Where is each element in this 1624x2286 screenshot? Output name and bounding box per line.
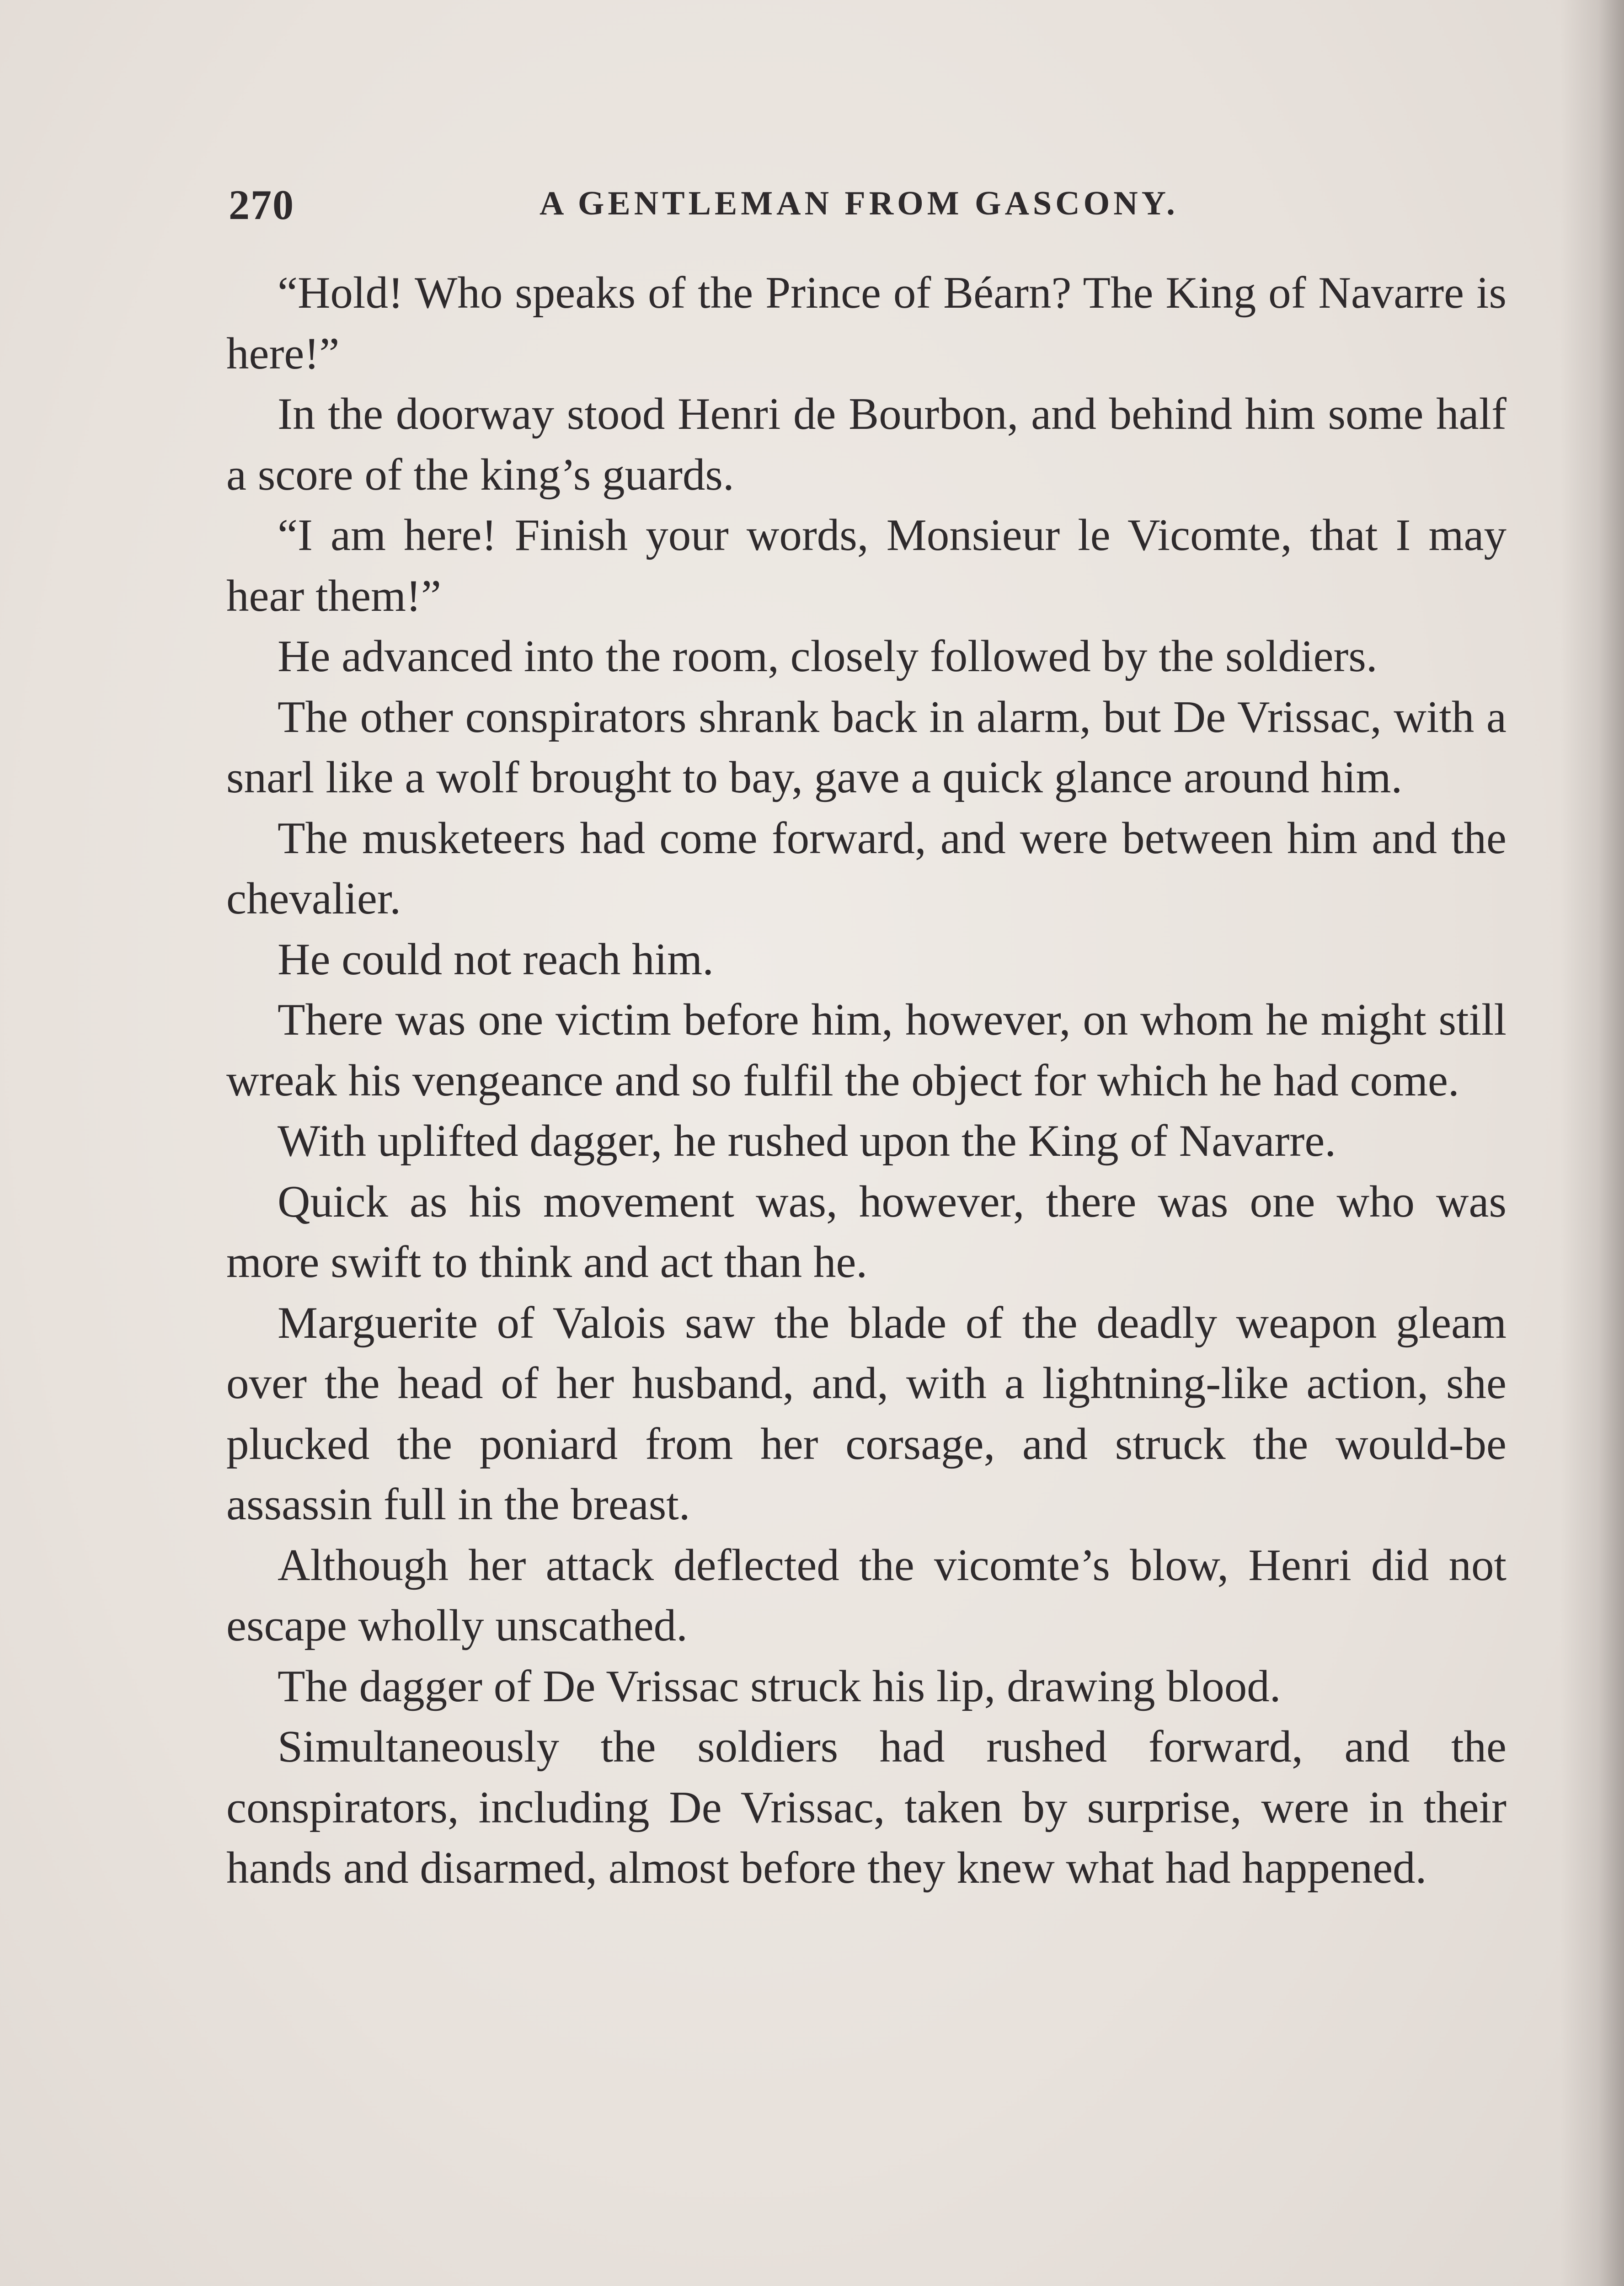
page-header xyxy=(229,181,1509,231)
paragraph: There was one victim before him, however, on whom he might still wreak his vengeance and so fulfil the object for which he had come. xyxy=(226,995,1506,1106)
paragraph: The dagger of De Vrissac struck his lip, drawing blood. xyxy=(278,1661,1281,1711)
paragraph: “I am here! Finish your words, Monsieur le Vicomte, that I may hear them!” xyxy=(226,510,1506,621)
paragraph: Simultaneously the soldiers had rushed forward, and the conspirators, including De Vrissac, taken by surprise, were in their hands and disarmed, almost before they knew what had happened. xyxy=(226,1722,1506,1893)
paragraph: He advanced into the room, closely followed by the soldiers. xyxy=(278,631,1378,681)
paragraph: The other conspirators shrank back in alarm, but De Vrissac, with a snarl like a wolf brought to bay, gave a quick glance around him. xyxy=(226,692,1506,802)
paragraph: Quick as his movement was, however, there was one who was more swift to think and act than he. xyxy=(226,1176,1506,1287)
body-text xyxy=(226,263,1506,1899)
paragraph: He could not reach him. xyxy=(278,934,714,984)
page-edge-shadow xyxy=(1560,0,1624,2286)
paragraph: Although her attack deflected the vicomte’s blow, Henri did not escape wholly unscathed. xyxy=(226,1540,1506,1650)
paragraph: The musketeers had come forward, and were between him and the chevalier. xyxy=(226,813,1506,924)
paragraph: With uplifted dagger, he rushed upon the King of Navarre. xyxy=(278,1116,1336,1166)
paragraph: “Hold! Who speaks of the Prince of Béarn? The King of Navarre is here!” xyxy=(226,268,1506,379)
paragraph: Marguerite of Valois saw the blade of the deadly weapon gleam over the head of her husband, and, with a lightning-like action, she plucked the poniard from her corsage, and struck the would-be assassin full in the breast. xyxy=(226,1298,1506,1529)
page-number: 270 xyxy=(229,182,294,228)
paragraph: In the doorway stood Henri de Bourbon, and behind him some half a score of the king’s guards. xyxy=(226,389,1506,500)
running-title: A GENTLEMAN FROM GASCONY. xyxy=(540,185,1179,222)
